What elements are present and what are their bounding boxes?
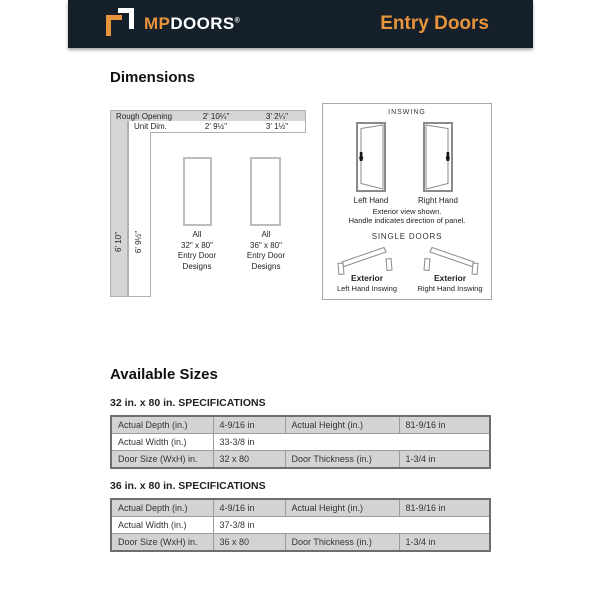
door-caption-36-line1: All <box>261 230 271 239</box>
exterior-left-sub: Left Hand Inswing <box>336 284 398 293</box>
door-caption-36-line3: Entry Door <box>246 251 286 260</box>
spec-table-32 <box>110 415 491 469</box>
exterior-right-sub: Right Hand Inswing <box>417 284 483 293</box>
dimensions-heading: Dimensions <box>110 69 196 86</box>
table-row <box>111 416 490 434</box>
spec-cell: 81-9/16 in <box>399 499 490 517</box>
spec-cell: Actual Width (in.) <box>111 434 213 451</box>
spec-cell: Door Thickness (in.) <box>285 451 399 469</box>
brand-doors: DOORS <box>170 14 235 33</box>
inswing-right-door-icon <box>423 122 453 197</box>
brand-text <box>144 14 240 34</box>
spec-cell: Actual Height (in.) <box>285 416 399 434</box>
table-row <box>111 517 490 534</box>
spec-cell: Door Thickness (in.) <box>285 534 399 552</box>
left-hand-label: Left Hand <box>353 196 389 205</box>
brand-mp: MP <box>144 14 171 33</box>
single-doors-title: SINGLE DOORS <box>371 232 443 241</box>
swing-diagram-panel <box>322 103 492 300</box>
door-caption-36-line2: 36" x 80" <box>250 240 282 250</box>
door-caption-32-line2: 32" x 80" <box>181 240 213 250</box>
door-caption-32-line3: Entry Door <box>177 251 217 260</box>
spec-cell: 81-9/16 in <box>399 416 490 434</box>
inswing-left-door-icon <box>356 122 386 197</box>
spec-cell: 1-3/4 in <box>399 451 490 469</box>
available-sizes-heading: Available Sizes <box>110 366 218 383</box>
door-caption-32-line4: Designs <box>182 261 212 271</box>
exterior-left-bold: Exterior <box>350 273 384 283</box>
rough-opening-label: Rough Opening <box>116 112 173 121</box>
inswing-title: INSWING <box>388 109 426 116</box>
unit-dim-height-label: 6' 9½" <box>134 230 143 254</box>
table-row <box>111 499 490 517</box>
spec-title-36: 36 in. x 80 in. SPECIFICATIONS <box>110 480 266 492</box>
exterior-left-label <box>329 273 405 294</box>
table-row <box>111 434 490 451</box>
spec-cell: Actual Depth (in.) <box>111 416 213 434</box>
spec-cell: Actual Depth (in.) <box>111 499 213 517</box>
unit-dim-36-value: 3' 1½" <box>265 122 289 131</box>
spec-cell: 37-3/8 in <box>213 517 285 534</box>
door-caption-32-line1: All <box>192 230 202 239</box>
door-caption-36-line4: Designs <box>251 261 281 271</box>
exterior-view-note: Exterior view shown. <box>372 207 442 216</box>
spec-cell: Actual Width (in.) <box>111 517 213 534</box>
header-bar <box>68 0 533 48</box>
door-outline-32 <box>183 157 212 226</box>
unit-dim-row <box>128 121 306 133</box>
spec-cell: 1-3/4 in <box>399 534 490 552</box>
table-row <box>111 534 490 552</box>
door-frame-icon <box>104 8 136 41</box>
spec-cell <box>285 434 490 451</box>
page-title: Entry Doors <box>380 13 489 34</box>
spec-cell: 4-9/16 in <box>213 416 285 434</box>
unit-dim-label: Unit Dim. <box>134 122 167 131</box>
spec-cell: Door Size (WxH) in. <box>111 534 213 552</box>
right-hand-label: Right Hand <box>417 196 459 205</box>
registered-mark: ® <box>234 17 241 25</box>
rough-opening-height-label: 6' 10" <box>114 232 123 252</box>
spec-cell: 33-3/8 in <box>213 434 285 451</box>
spec-title-32: 32 in. x 80 in. SPECIFICATIONS <box>110 397 266 409</box>
spec-cell: Actual Height (in.) <box>285 499 399 517</box>
spec-cell: 32 x 80 <box>213 451 285 469</box>
spec-table-36 <box>110 498 491 552</box>
spec-cell: 4-9/16 in <box>213 499 285 517</box>
brand-logo <box>104 0 240 48</box>
unit-dim-32-value: 2' 9½" <box>204 122 228 131</box>
spec-cell <box>285 517 490 534</box>
rough-opening-36-value: 3' 2¼" <box>265 112 289 121</box>
handle-direction-note: Handle indicates direction of panel. <box>348 216 466 225</box>
spec-cell: Door Size (WxH) in. <box>111 451 213 469</box>
rough-opening-32-value: 2' 10¼" <box>202 112 230 121</box>
door-outline-36 <box>250 157 281 226</box>
exterior-right-bold: Exterior <box>433 273 467 283</box>
spec-cell: 36 x 80 <box>213 534 285 552</box>
door-caption-36 <box>225 230 307 272</box>
table-row <box>111 451 490 469</box>
exterior-right-label <box>411 273 489 294</box>
